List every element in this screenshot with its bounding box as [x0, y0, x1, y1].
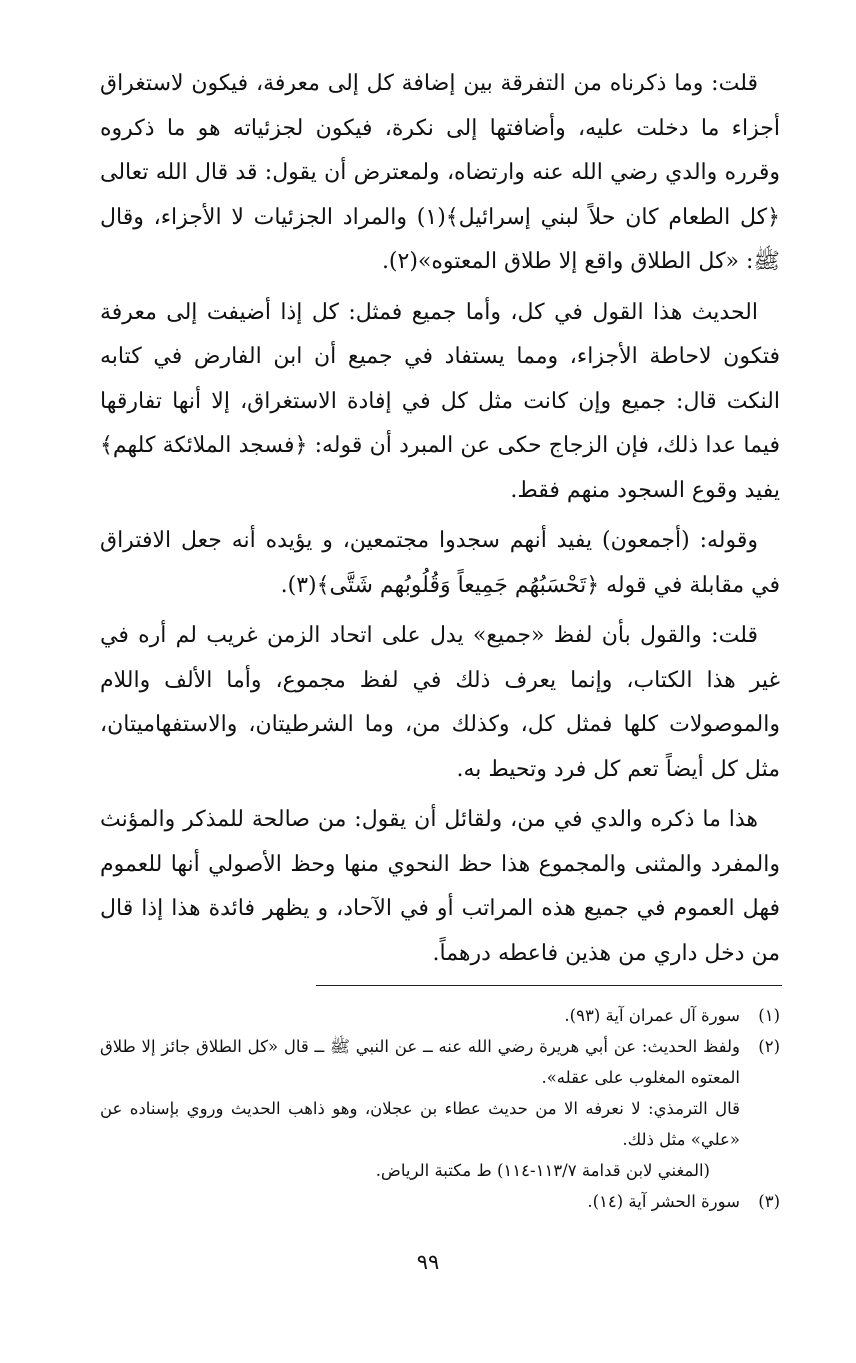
main-text — [100, 62, 780, 982]
paragraph: وقوله: (أجمعون) يفيد أنهم سجدوا مجتمعين، و يؤيده أنه جعل الافتراق في مقابلة في قوله ﴿تَحْسَبُهُم جَمِيعاً وَقُلُوبُهم شَتَّى﴾(٣). — [100, 528, 780, 598]
footnote-text: ولفظ الحديث: عن أبي هريرة رضي الله عنه ــ عن النبي ﷺ ــ قال «كل الطلاق جائز إلا طلاق المعتوه المغلوب على عقله». — [100, 1037, 740, 1087]
footnote-number: (٣) — [758, 1192, 780, 1211]
footnote-divider — [316, 985, 782, 986]
paragraph: قلت: والقول بأن لفظ «جميع» يدل على اتحاد الزمن غريب لم أره في غير هذا الكتاب، وإنما يعرف ذلك في لفظ مجموع، وأما الألف واللام والموصولات كلها فمثل كل، وكذلك من، وما الشرطيتان، والاستفهاميتان، مثل كل أيضاً تعم كل فرد وتحيط به. — [100, 623, 780, 782]
paragraph: قلت: وما ذكرناه من التفرقة بين إضافة كل إلى معرفة، فيكون لاستغراق أجزاء ما دخلت عليه، وأضافتها إلى نكرة، فيكون لجزئياته هو ما ذكروه وقرره والدي رضي الله عنه وارتضاه، ولمعترض أن يقول: قد قال الله تعالى ﴿كل الطعام كان حلاً لبني إسرائيل﴾(١) والمراد الجزئيات لا الأجزاء، وقال ﷺ: «كل الطلاق واقع إلا طلاق المعتوه»(٢). — [100, 71, 780, 274]
footnote-text: سورة آل عمران آية (٩٣). — [564, 1006, 740, 1025]
paragraph: هذا ما ذكره والدي في من، ولقائل أن يقول: من صالحة للمذكر والمؤنث والمفرد والمثنى والمجموع هذا حظ النحوي منها وحظ الأصولي أنها للعموم فهل العموم في جميع هذه المراتب أو في الآحاد، و يظهر فائدة هذا إذا قال من دخل داري من هذين فاعطه درهماً. — [100, 807, 780, 966]
footnote-number: (٢) — [758, 1037, 780, 1056]
footnote-number: (١) — [758, 1006, 780, 1025]
footnotes — [100, 1000, 780, 1217]
page-number: ٩٩ — [416, 1250, 440, 1274]
footnote-2 — [100, 1031, 780, 1093]
footnote-3 — [100, 1186, 780, 1217]
footnote-2-note: قال الترمذي: لا نعرفه الا من حديث عطاء بن عجلان، وهو ذاهب الحديث وروي بإسناده عن «علي» مثل ذلك. — [100, 1099, 740, 1149]
footnote-2-reference: (المغني لابن قدامة ١١٣/٧-١١٤) ط مكتبة الرياض. — [375, 1161, 710, 1180]
footnote-1 — [100, 1000, 780, 1031]
paragraph: الحديث هذا القول في كل، وأما جميع فمثل: كل إذا أضيفت إلى معرفة فتكون لاحاطة الأجزاء، ومما يستفاد في جميع أن ابن الفارض في كتابه النكت قال: جميع وإن كانت مثل كل في إفادة الاستغراق، إلا أنها تفارقها فيما عدا ذلك، فإن الزجاج حكى عن المبرد أن قوله: ﴿فسجد الملائكة كلهم﴾ يفيد وقوع السجود منهم فقط. — [100, 299, 780, 503]
footnote-text: سورة الحشر آية (١٤). — [587, 1192, 740, 1211]
